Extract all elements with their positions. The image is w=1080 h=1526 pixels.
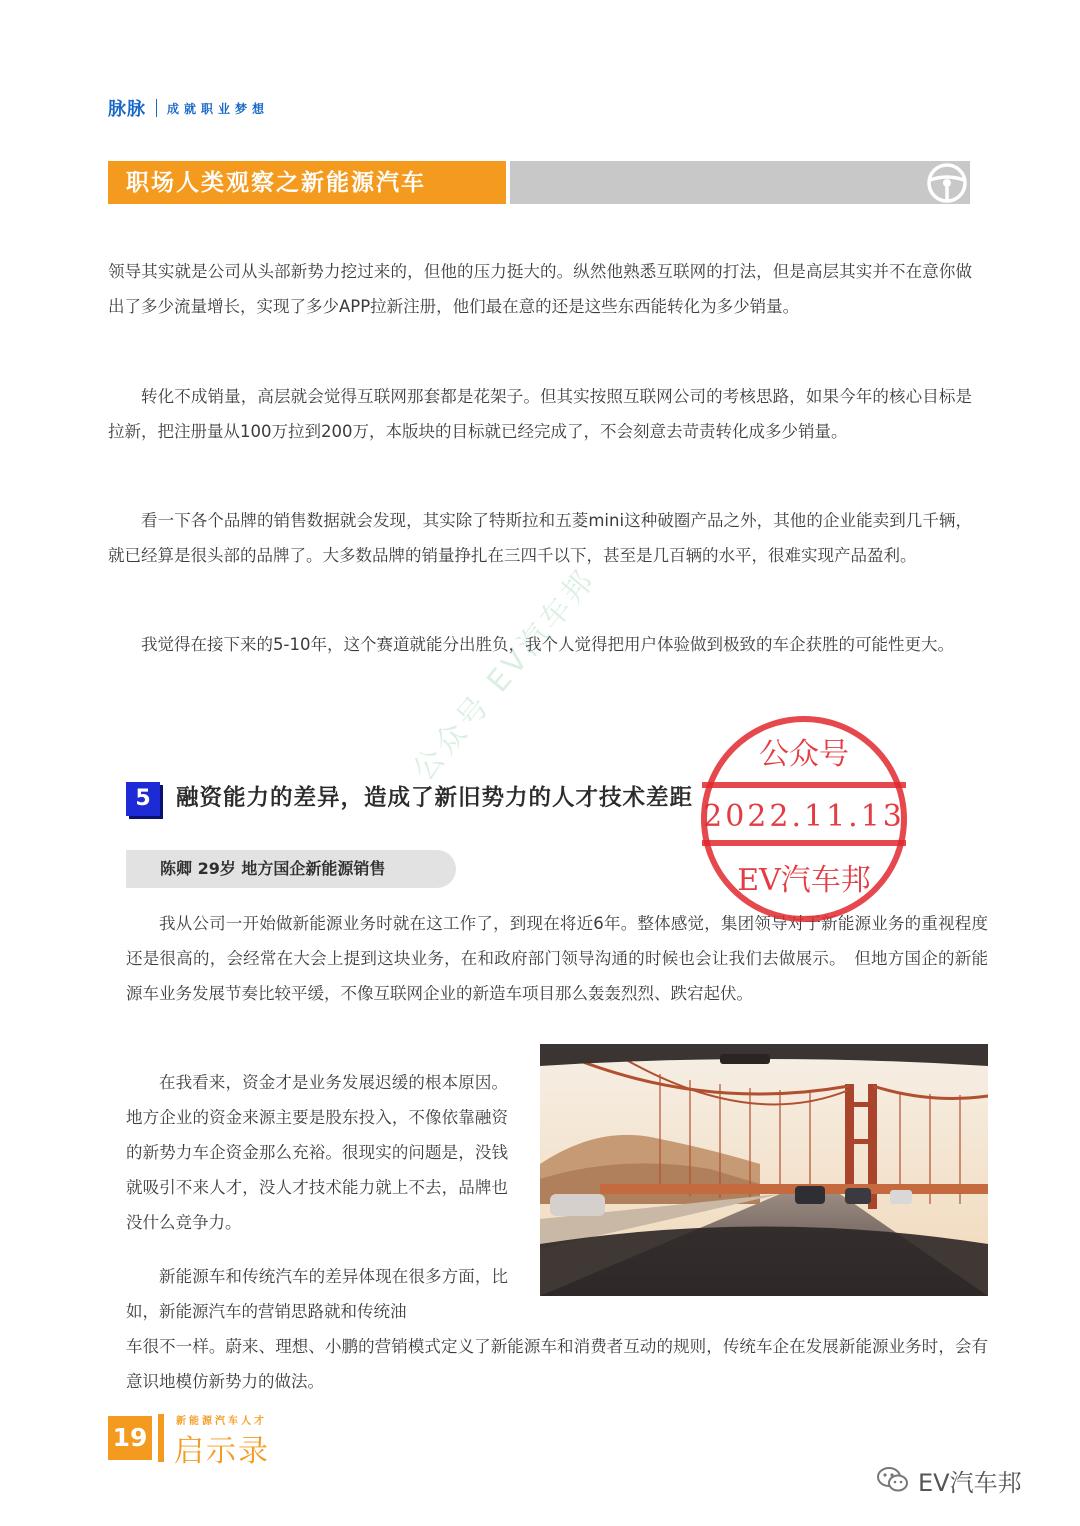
section5-paragraph-1: 我从公司一开始做新能源业务时就在这工作了，到现在将近6年。整体感觉，集团领导对于新能源业务的重视程度还是很高的，会经常在大会上提到这块业务，在和政府部门领导沟通的时候也会让我们去做展示。 但地方国企的新能源车业务发展节奏比较平缓，不像互联网企业的新造车项目那么轰轰烈烈、跌宕起伏。 <box>126 914 988 1003</box>
section5-paragraph-2: 在我看来，资金才是业务发展迟缓的根本原因。地方企业的资金来源主要是股东投入，不像依靠融资的新势力车企资金那么充裕。很现实的问题是，没钱就吸引不来人才，没人才技术能力就上不去，品牌也没什么竞争力。 <box>126 1073 508 1232</box>
brand-divider <box>156 99 157 117</box>
paragraph-4: 我觉得在接下来的5-10年，这个赛道就能分出胜负，我个人觉得把用户体验做到极致的车企获胜的可能性更大。 <box>141 635 954 654</box>
diagonal-watermark: 公众号 EV汽车邦 <box>406 562 604 788</box>
stamp-bottom-text: EV汽车邦 <box>737 863 871 898</box>
paragraph-3: 看一下各个品牌的销售数据就会发现，其实除了特斯拉和五菱mini这种破圈产品之外，其他的企业能卖到几千辆，就已经算是很头部的品牌了。大多数品牌的销量挣扎在三四千以下，甚至是几百辆的水平，很难实现产品盈利。 <box>108 511 972 565</box>
brand-logo: 脉脉 <box>108 99 146 120</box>
stamp-top-text: 公众号 <box>759 737 849 772</box>
footer-divider <box>158 1414 164 1462</box>
wechat-account-name: EV汽车邦 <box>918 1468 1022 1497</box>
brand-header <box>108 96 269 120</box>
paragraph-1: 领导其实就是公司从头部新势力挖过来的，但他的压力挺大的。纵然他熟悉互联网的打法，但是高层其实并不在意你做出了多少流量增长，实现了多少APP拉新注册，他们最在意的还是这些东西能转化为多少销量。 <box>108 262 972 316</box>
banner-title: 职场人类观察之新能源汽车 <box>126 170 426 196</box>
paragraph-2: 转化不成销量，高层就会觉得互联网那套都是花架子。但其实按照互联网公司的考核思路，如果今年的核心目标是拉新，把注册量从100万拉到200万，本版块的目标就已经完成了，不会刻意去苛责转化成多少销量。 <box>108 387 972 441</box>
person-tag: 陈卿 29岁 地方国企新能源销售 <box>160 859 386 878</box>
section-title: 融资能力的差异，造成了新旧势力的人才技术差距 <box>176 785 694 811</box>
page-number: 19 <box>108 1416 152 1460</box>
brand-slogan: 成就职业梦想 <box>167 101 270 116</box>
footer-subtitle: 新能源汽车人才 <box>176 1416 267 1427</box>
section-number-badge: 5 <box>126 782 160 816</box>
red-seal-stamp <box>697 712 911 926</box>
steering-wheel-icon <box>926 162 968 204</box>
section5-paragraph-3-end: 车很不一样。蔚来、理想、小鹏的营销模式定义了新能源车和消费者互动的规则，传统车企在发展新能源业务时，会有意识地模仿新势力的做法。 <box>126 1337 988 1391</box>
wechat-account-badge <box>876 1460 1022 1500</box>
wechat-icon <box>876 1463 910 1497</box>
section5-paragraph-3-start: 新能源车和传统汽车的差异体现在很多方面，比如，新能源汽车的营销思路就和传统油 <box>126 1267 508 1321</box>
footer-title: 启示录 <box>174 1434 270 1469</box>
stamp-date: 2022.11.13 <box>703 799 905 834</box>
bridge-road-photo <box>540 1044 988 1296</box>
banner-gray-block <box>510 161 970 204</box>
